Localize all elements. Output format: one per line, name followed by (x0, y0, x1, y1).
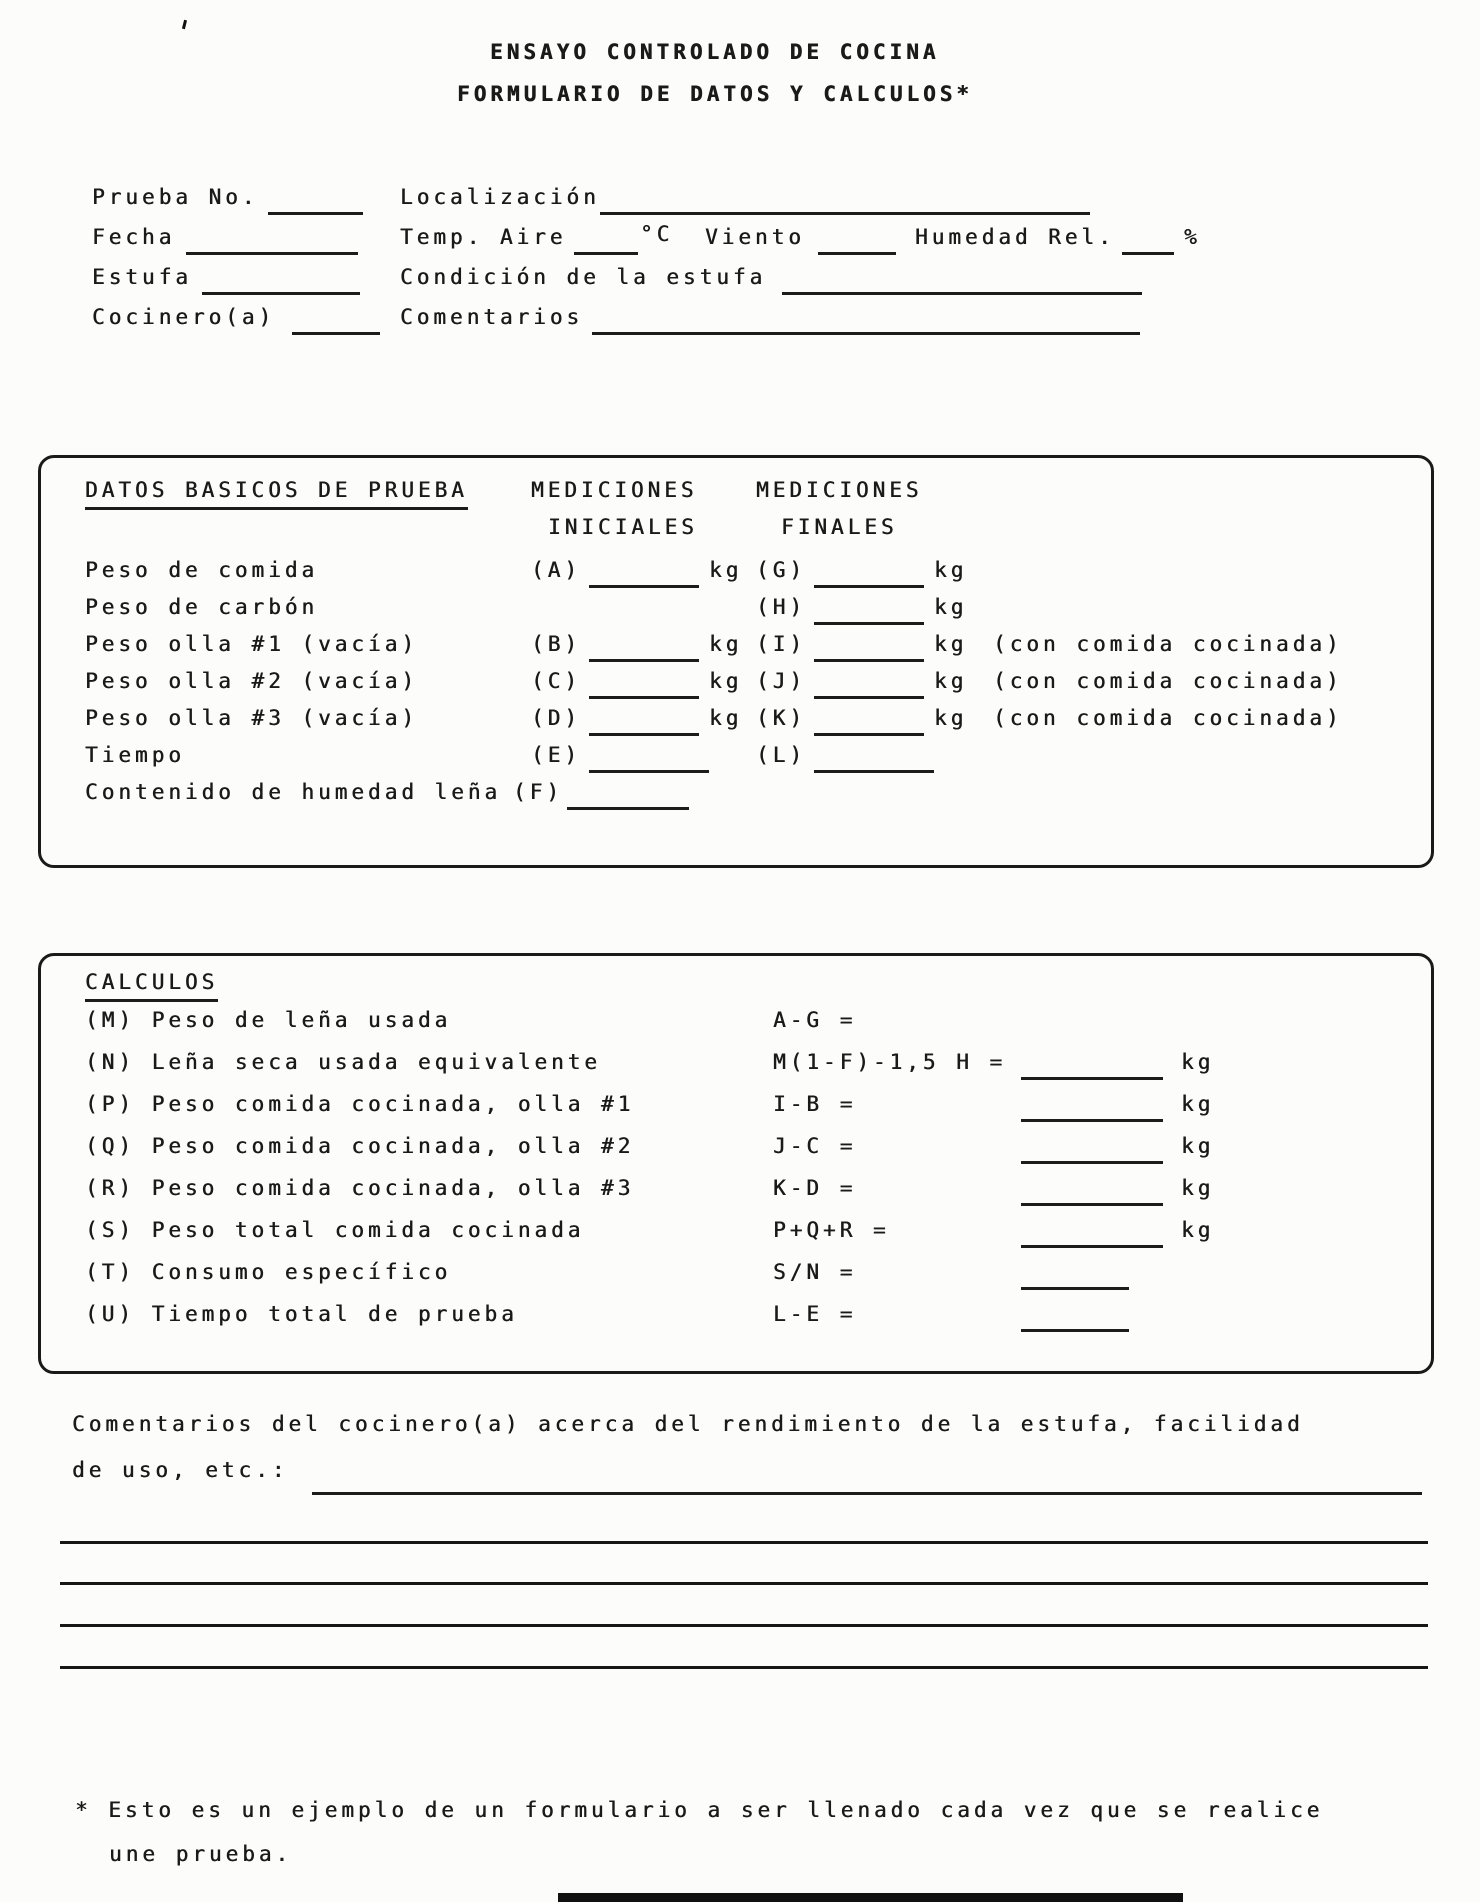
condicion-label: Condición de la estufa (400, 265, 767, 289)
initial-blank (567, 807, 689, 810)
initial-blank (589, 733, 699, 736)
viento-blank (818, 252, 896, 255)
calculo-label: (Q) Peso comida cocinada, olla #2 (85, 1134, 635, 1158)
initial-blank (589, 585, 699, 588)
initial-unit: kg (709, 558, 743, 582)
initial-blank (589, 659, 699, 662)
scan-artifact-bar (558, 1893, 1183, 1902)
result-blank (1021, 1329, 1129, 1332)
calculo-label: (R) Peso comida cocinada, olla #3 (85, 1176, 635, 1200)
calculo-formula: P+Q+R = (773, 1218, 890, 1242)
calculo-unit: kg (1181, 1134, 1215, 1158)
final-blank (814, 733, 924, 736)
calculo-unit: kg (1181, 1092, 1215, 1116)
calculo-formula: I-B = (773, 1092, 857, 1116)
temp-unit: °C (640, 222, 674, 246)
comment-rule-line (60, 1624, 1428, 1627)
calculo-label: (N) Leña seca usada equivalente (85, 1050, 601, 1074)
form-title-line1: ENSAYO CONTROLADO DE COCINA (490, 40, 940, 64)
final-marker: (G) (756, 558, 806, 582)
initial-unit: kg (709, 669, 743, 693)
final-note: (con comida cocinada) (993, 669, 1343, 693)
final-unit: kg (934, 558, 968, 582)
calculo-label: (P) Peso comida cocinada, olla #1 (85, 1092, 635, 1116)
humedad-unit: % (1184, 225, 1201, 249)
calculo-unit: kg (1181, 1050, 1215, 1074)
localizacion-blank (600, 212, 1090, 215)
calculo-label: (U) Tiempo total de prueba (85, 1302, 518, 1326)
initial-marker: (E) (531, 743, 581, 767)
estufa-label: Estufa (92, 265, 192, 289)
final-marker: (L) (756, 743, 806, 767)
result-blank (1021, 1119, 1163, 1122)
calculos-box (38, 953, 1434, 1374)
col-initial-header-line2: INICIALES (548, 515, 698, 539)
final-blank (814, 696, 924, 699)
result-blank (1021, 1161, 1163, 1164)
humedad-rel-blank (1122, 252, 1174, 255)
final-marker: (K) (756, 706, 806, 730)
calculo-unit: kg (1181, 1218, 1215, 1242)
final-blank (814, 659, 924, 662)
datos-basicos-heading: DATOS BASICOS DE PRUEBA (85, 478, 468, 510)
row-label: Peso de comida (85, 558, 319, 582)
final-note: (con comida cocinada) (993, 632, 1343, 656)
calculo-formula: K-D = (773, 1176, 857, 1200)
initial-blank (589, 696, 699, 699)
comentarios-label: Comentarios (400, 305, 584, 329)
datos-basicos-box (38, 455, 1434, 868)
result-blank (1021, 1245, 1163, 1248)
comment-rule-line (60, 1541, 1428, 1544)
final-marker: (J) (756, 669, 806, 693)
row-label: Peso de carbón (85, 595, 319, 619)
calculo-formula: S/N = (773, 1260, 857, 1284)
col-final-header-line1: MEDICIONES (756, 478, 923, 502)
temp-aire-label: Temp. Aire (400, 225, 567, 249)
localizacion-label: Localización (400, 185, 600, 209)
calculo-label: (T) Consumo específico (85, 1260, 452, 1284)
final-marker: (H) (756, 595, 806, 619)
comment-rule-line (60, 1582, 1428, 1585)
result-blank (1021, 1287, 1129, 1290)
cook-comments-blank (312, 1492, 1422, 1495)
final-blank (814, 622, 924, 625)
footnote-line2: une prueba. (109, 1842, 293, 1866)
estufa-blank (202, 292, 360, 295)
form-title-line2: FORMULARIO DE DATOS Y CALCULOS* (457, 82, 973, 106)
initial-unit: kg (709, 632, 743, 656)
final-unit: kg (934, 632, 968, 656)
final-note: (con comida cocinada) (993, 706, 1343, 730)
cocinero-blank (292, 332, 380, 335)
cocinero-label: Cocinero(a) (92, 305, 276, 329)
footnote-line1: * Esto es un ejemplo de un formulario a ser llenado cada vez que se realice (75, 1798, 1324, 1822)
calculo-label: (M) Peso de leña usada (85, 1008, 452, 1032)
humedad-rel-label: Humedad Rel. (915, 225, 1115, 249)
initial-marker: (D) (531, 706, 581, 730)
comment-rule-line (60, 1666, 1428, 1669)
final-marker: (I) (756, 632, 806, 656)
row-label: Tiempo (85, 743, 185, 767)
result-blank (1021, 1077, 1163, 1080)
initial-marker: (C) (531, 669, 581, 693)
initial-marker: (A) (531, 558, 581, 582)
row-label: Peso olla #2 (vacía) (85, 669, 418, 693)
initial-marker: (B) (531, 632, 581, 656)
fecha-label: Fecha (92, 225, 176, 249)
col-initial-header-line1: MEDICIONES (531, 478, 698, 502)
row-label: Contenido de humedad leña (85, 780, 502, 804)
calculo-formula: M(1-F)-1,5 H = (773, 1050, 1007, 1074)
cook-comments-line1: Comentarios del cocinero(a) acerca del rendimiento de la estufa, facilidad (72, 1412, 1304, 1436)
row-label: Peso olla #1 (vacía) (85, 632, 418, 656)
initial-unit: kg (709, 706, 743, 730)
col-final-header-line2: FINALES (781, 515, 898, 539)
initial-marker: (F) (513, 780, 563, 804)
final-blank (814, 585, 924, 588)
row-label: Peso olla #3 (vacía) (85, 706, 418, 730)
calculos-heading: CALCULOS (85, 970, 218, 1002)
viento-label: Viento (705, 225, 805, 249)
calculo-formula: L-E = (773, 1302, 857, 1326)
calculo-formula: A-G = (773, 1008, 857, 1032)
result-blank (1021, 1203, 1163, 1206)
condicion-blank (782, 292, 1142, 295)
calculo-formula: J-C = (773, 1134, 857, 1158)
final-unit: kg (934, 595, 968, 619)
prueba-no-label: Prueba No. (92, 185, 259, 209)
comentarios-blank (592, 332, 1140, 335)
scan-artifact (182, 20, 187, 29)
final-unit: kg (934, 706, 968, 730)
fecha-blank (186, 252, 358, 255)
calculo-label: (S) Peso total comida cocinada (85, 1218, 585, 1242)
calculo-unit: kg (1181, 1176, 1215, 1200)
final-blank (814, 770, 934, 773)
final-unit: kg (934, 669, 968, 693)
cook-comments-line2: de uso, etc.: (72, 1458, 289, 1482)
prueba-no-blank (268, 212, 363, 215)
initial-blank (589, 770, 709, 773)
temp-aire-blank (574, 252, 638, 255)
